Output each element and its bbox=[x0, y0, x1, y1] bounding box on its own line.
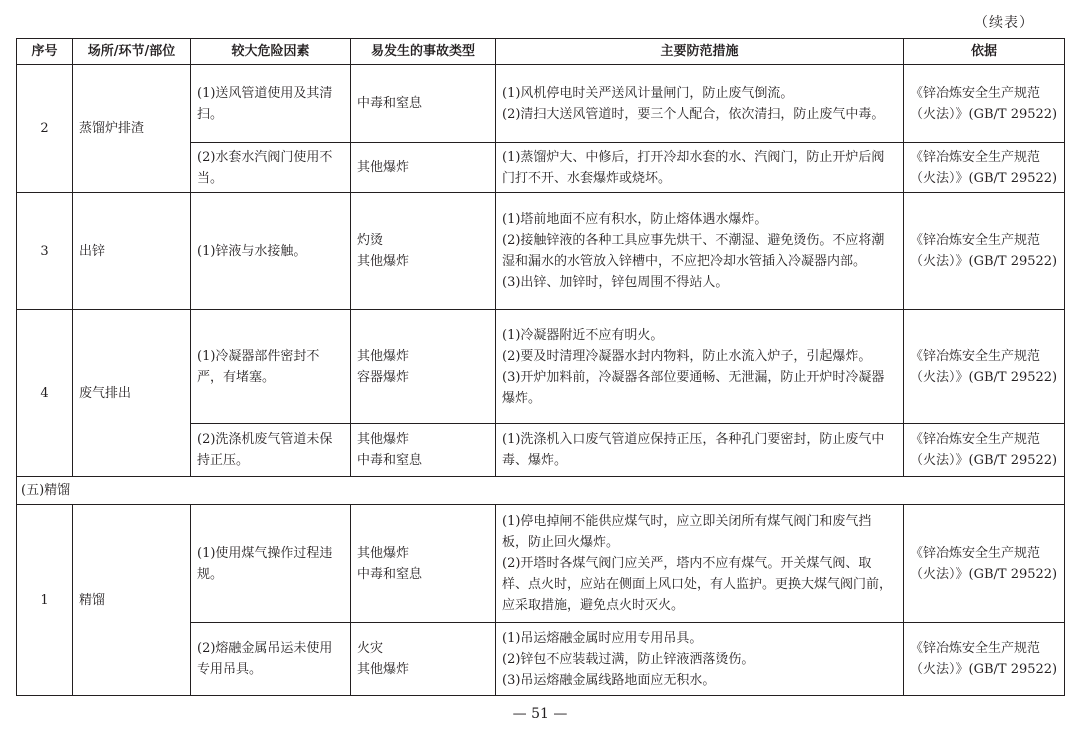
measure-item: (2)开塔时各煤气阀门应关严，塔内不应有煤气。开关煤气阀、取样、点火时，应站在侧面上风口处，有人监护。更换大煤气阀门前，应采取措施，避免点火时灭火。 bbox=[502, 556, 893, 613]
accident-cell bbox=[351, 65, 496, 143]
accident-cell bbox=[351, 310, 496, 424]
header-seq: 序号 bbox=[17, 39, 73, 65]
section-row bbox=[17, 477, 1065, 505]
header-hazard: 较大危险因素 bbox=[191, 39, 351, 65]
accident-type: 灼烫 bbox=[357, 233, 384, 248]
basis-cell: 《锌冶炼安全生产规范（火法）》(GB/T 29522) bbox=[904, 623, 1065, 696]
place-cell: 出锌 bbox=[73, 193, 191, 310]
accident-cell bbox=[351, 143, 496, 193]
accident-type: 其他爆炸 bbox=[357, 432, 410, 447]
basis-cell: 《锌冶炼安全生产规范（火法）》(GB/T 29522) bbox=[904, 143, 1065, 193]
accident-type: 其他爆炸 bbox=[357, 545, 410, 561]
accident-type: 中毒和窒息 bbox=[357, 96, 423, 111]
accident-type: 其他爆炸 bbox=[357, 160, 410, 175]
measures-cell bbox=[496, 193, 904, 310]
measure-item: (1)吊运熔融金属时应用专用吊具。 bbox=[502, 630, 703, 646]
accident-type: 其他爆炸 bbox=[357, 348, 410, 364]
seq-cell: 3 bbox=[17, 193, 73, 310]
hazard-cell: (2)熔融金属吊运未使用专用吊具。 bbox=[191, 623, 351, 696]
measures-cell bbox=[496, 65, 904, 143]
page-number: — 51 — bbox=[512, 706, 568, 722]
accident-cell bbox=[351, 424, 496, 477]
measure-item: (2)清扫大送风管道时，要三个人配合，依次清扫，防止废气中毒。 bbox=[502, 106, 885, 122]
accident-type: 中毒和窒息 bbox=[357, 453, 423, 468]
accident-cell bbox=[351, 505, 496, 623]
section-title: (五)精馏 bbox=[17, 477, 1065, 505]
hazard-cell: (1)使用煤气操作过程违规。 bbox=[191, 505, 351, 623]
seq-cell: 2 bbox=[17, 65, 73, 193]
table-row bbox=[17, 505, 1065, 623]
header-measures: 主要防范措施 bbox=[496, 39, 904, 65]
accident-type: 其他爆炸 bbox=[357, 254, 410, 269]
header-basis: 依据 bbox=[904, 39, 1065, 65]
seq-cell: 1 bbox=[17, 505, 73, 696]
hazard-cell: (1)送风管道使用及其清扫。 bbox=[191, 65, 351, 143]
table-header-row bbox=[17, 39, 1065, 65]
accident-type: 其他爆炸 bbox=[357, 662, 410, 677]
hazard-cell: (2)水套水汽阀门使用不当。 bbox=[191, 143, 351, 193]
measures-cell bbox=[496, 424, 904, 477]
table-row bbox=[17, 310, 1065, 424]
accident-type: 中毒和窒息 bbox=[357, 566, 423, 582]
seq-cell: 4 bbox=[17, 310, 73, 477]
measure-item: (1)风机停电时关严送风计量闸门，防止废气倒流。 bbox=[502, 85, 794, 101]
measures-cell bbox=[496, 143, 904, 193]
hazard-cell: (2)洗涤机废气管道未保持正压。 bbox=[191, 424, 351, 477]
header-place: 场所/环节/部位 bbox=[73, 39, 191, 65]
measure-item: (3)吊运熔融金属线路地面应无积水。 bbox=[502, 672, 716, 688]
table-row bbox=[17, 65, 1065, 143]
hazard-cell: (1)冷凝器部件密封不严，有堵塞。 bbox=[191, 310, 351, 424]
measures-cell bbox=[496, 623, 904, 696]
measure-item: (2)接触锌液的各种工具应事先烘干、不潮湿、避免烫伤。不应将潮湿和漏水的水管放入锌槽中，不应把冷却水管插入冷凝器内部。 bbox=[502, 233, 885, 269]
measure-item: (1)洗涤机入口废气管道应保持正压，各种孔门要密封，防止废气中毒、爆炸。 bbox=[502, 432, 885, 468]
basis-cell: 《锌冶炼安全生产规范（火法）》(GB/T 29522) bbox=[904, 65, 1065, 143]
measure-item: (1)停电掉闸不能供应煤气时，应立即关闭所有煤气阀门和废气挡板，防止回火爆炸。 bbox=[502, 514, 872, 550]
measure-item: (1)冷凝器附近不应有明火。 bbox=[502, 327, 664, 343]
continued-label: （续表） bbox=[974, 15, 1034, 31]
measure-item: (3)出锌、加锌时，锌包周围不得站人。 bbox=[502, 275, 729, 290]
measures-cell bbox=[496, 310, 904, 424]
accident-cell bbox=[351, 623, 496, 696]
measure-item: (1)蒸馏炉大、中修后，打开冷却水套的水、汽阀门，防止开炉后阀门打不开、水套爆炸或烧坏。 bbox=[502, 149, 885, 186]
table-row bbox=[17, 193, 1065, 310]
accident-type: 容器爆炸 bbox=[357, 369, 410, 385]
measures-cell bbox=[496, 505, 904, 623]
header-accident-type: 易发生的事故类型 bbox=[351, 39, 496, 65]
place-cell: 废气排出 bbox=[73, 310, 191, 477]
basis-cell: 《锌冶炼安全生产规范（火法）》(GB/T 29522) bbox=[904, 424, 1065, 477]
basis-cell: 《锌冶炼安全生产规范（火法）》(GB/T 29522) bbox=[904, 505, 1065, 623]
basis-cell: 《锌冶炼安全生产规范（火法）》(GB/T 29522) bbox=[904, 193, 1065, 310]
hazard-table bbox=[16, 38, 1065, 696]
measure-item: (3)开炉加料前，冷凝器各部位要通畅、无泄漏，防止开炉时冷凝器爆炸。 bbox=[502, 369, 885, 406]
hazard-cell: (1)锌液与水接触。 bbox=[191, 193, 351, 310]
accident-type: 火灾 bbox=[357, 641, 384, 656]
accident-cell bbox=[351, 193, 496, 310]
place-cell: 精馏 bbox=[73, 505, 191, 696]
measure-item: (1)塔前地面不应有积水，防止熔体遇水爆炸。 bbox=[502, 212, 768, 227]
measure-item: (2)要及时清理冷凝器水封内物料，防止水流入炉子，引起爆炸。 bbox=[502, 348, 872, 364]
place-cell: 蒸馏炉排渣 bbox=[73, 65, 191, 193]
measure-item: (2)锌包不应装载过满，防止锌液洒落烫伤。 bbox=[502, 651, 755, 667]
basis-cell: 《锌冶炼安全生产规范（火法）》(GB/T 29522) bbox=[904, 310, 1065, 424]
